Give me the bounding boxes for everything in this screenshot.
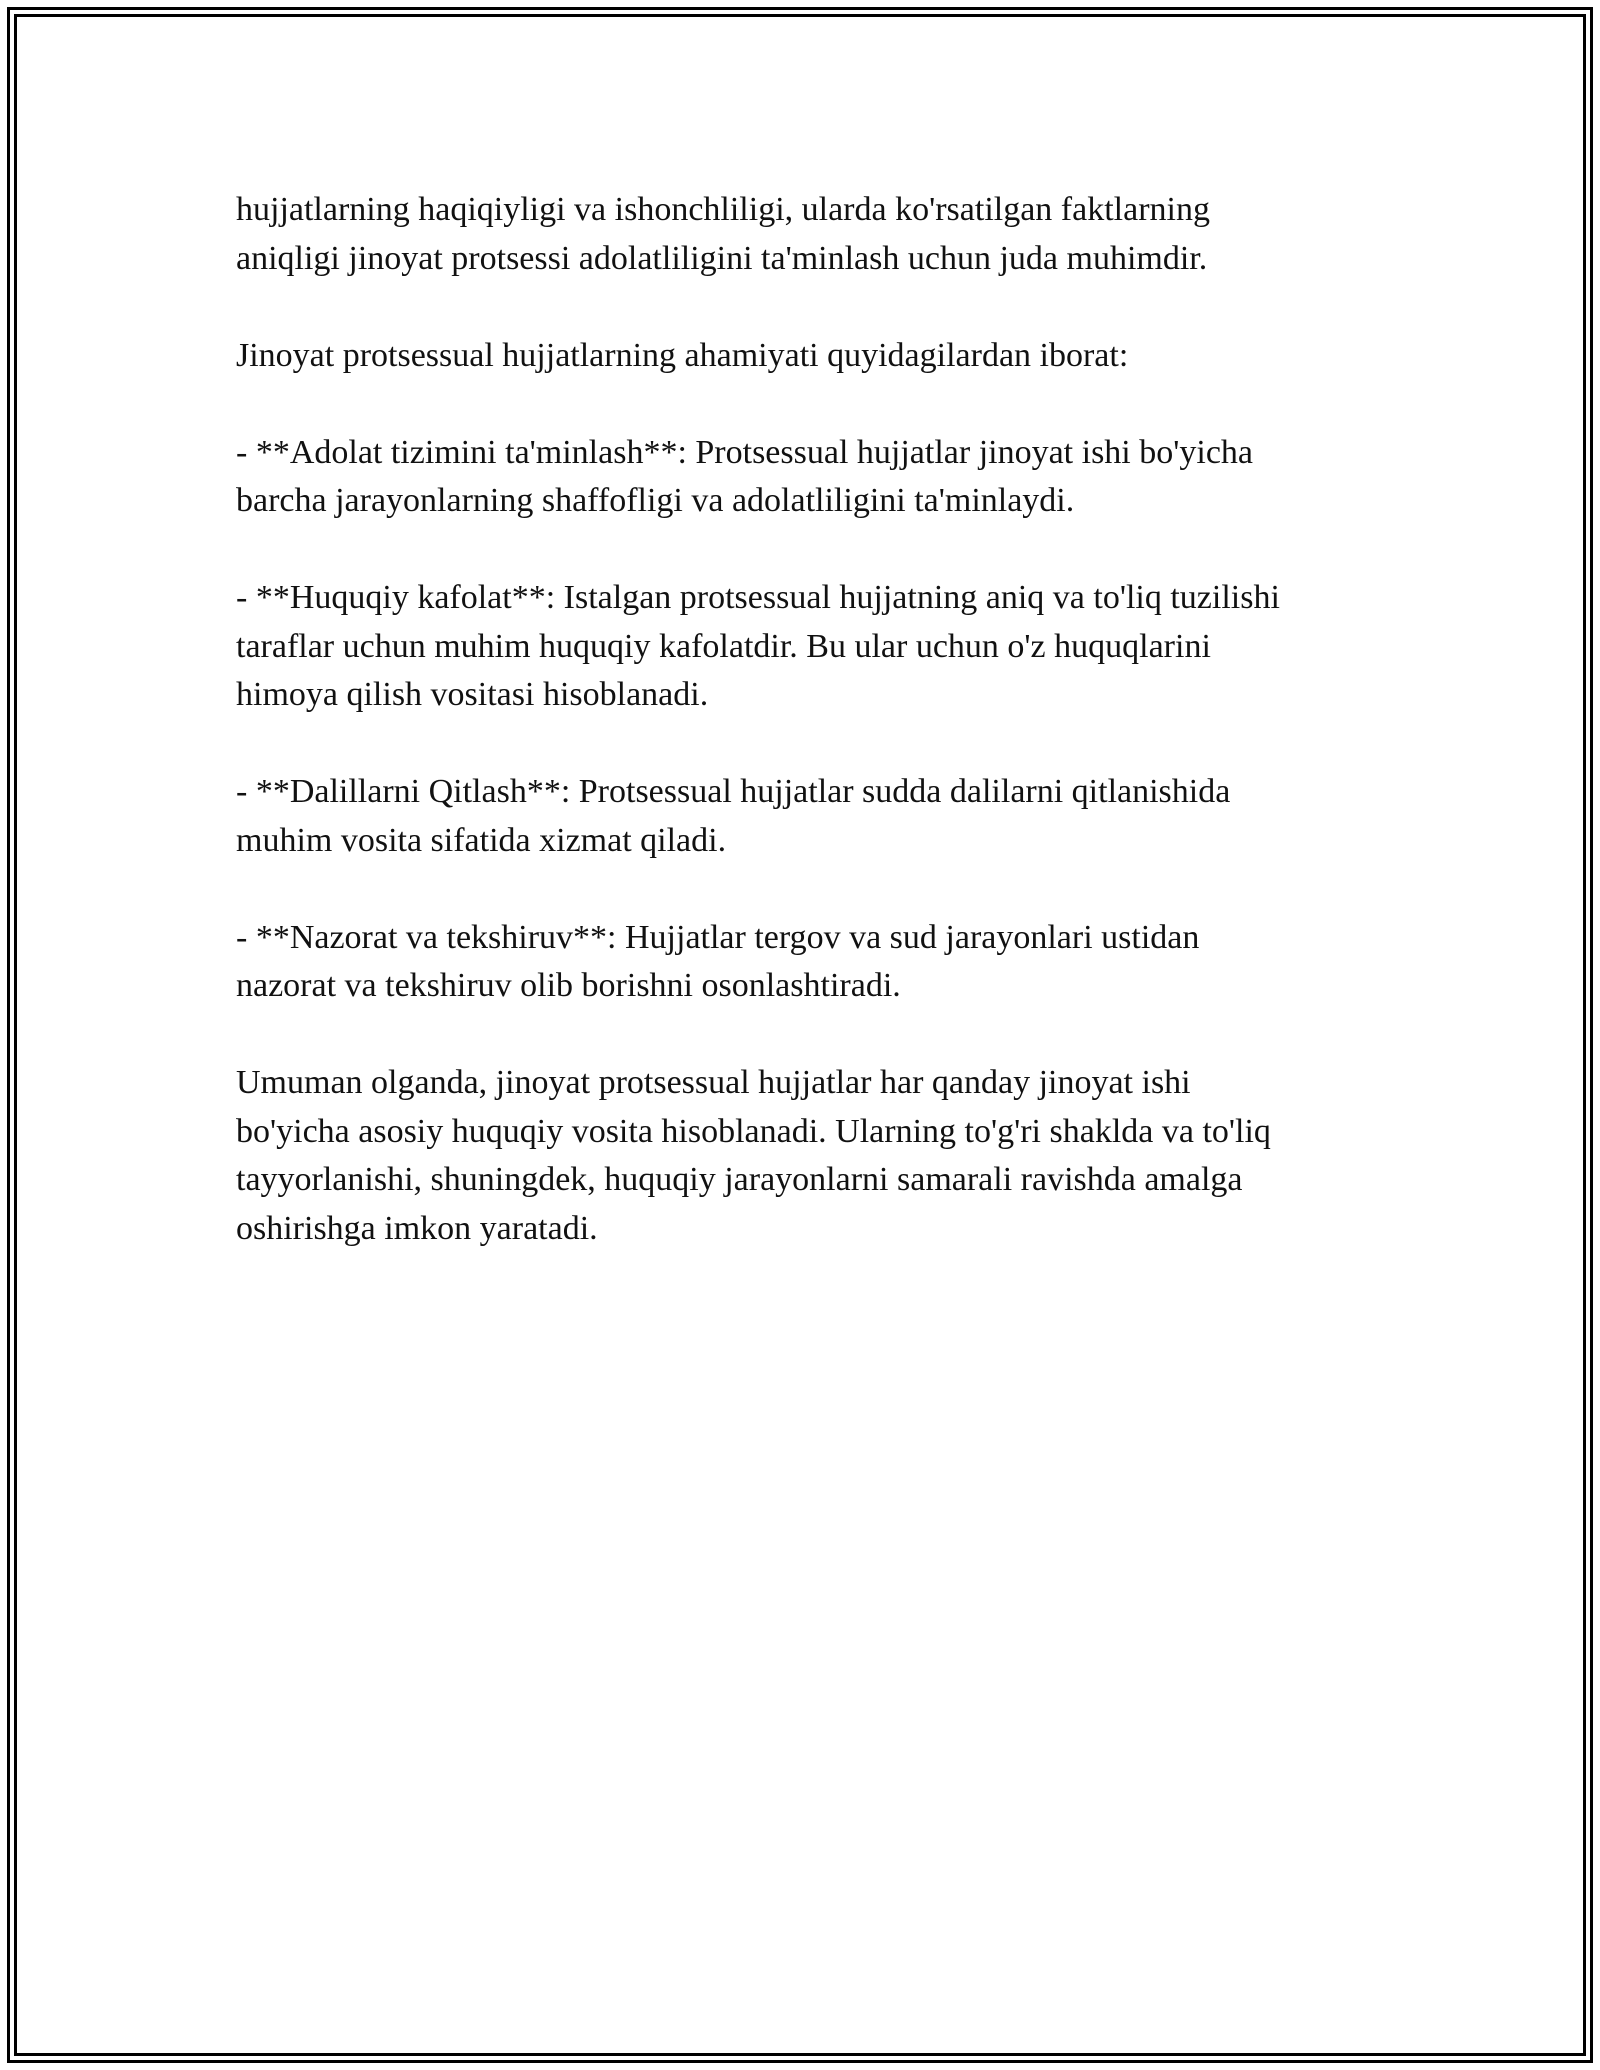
paragraph-intro: hujjatlarning haqiqiyligi va ishonchliligi, ularda ko'rsatilgan faktlarning aniqligi jinoyat protsessi adolatliligini ta'minlash uchun juda muhimdir. xyxy=(236,191,1210,277)
list-item-dalillar: - **Dalillarni Qitlash**: Protsessual hujjatlar sudda dalilarni qitlanishida muhim vosita sifatida xizmat qiladi. xyxy=(236,773,1231,859)
list-item-huquqiy-kafolat: - **Huquqiy kafolat**: Istalgan protsessual hujjatning aniq va to'liq tuzilishi taraflar uchun muhim huquqiy kafolatdir. Bu ular uchun o'z huquqlarini himoya qilish vositasi hisoblanadi. xyxy=(236,579,1280,713)
paragraph-conclusion: Umuman olganda, jinoyat protsessual hujjatlar har qanday jinoyat ishi bo'yicha asosiy huquqiy vosita hisoblanadi. Ularning to'g'ri shaklda va to'liq tayyorlanishi, shuningdek, huquqiy jarayonlarni samarali ravishda amalga oshirishga imkon yaratadi. xyxy=(236,1064,1271,1247)
list-item-adolat: - **Adolat tizimini ta'minlash**: Protsessual hujjatlar jinoyat ishi bo'yicha barcha jarayonlarning shaffofligi va adolatliligini ta'minlaydi. xyxy=(236,433,1253,519)
document-body xyxy=(236,186,1376,1253)
list-item-nazorat: - **Nazorat va tekshiruv**: Hujjatlar tergov va sud jarayonlari ustidan nazorat va tekshiruv olib borishni osonlashtiradi. xyxy=(236,918,1200,1004)
paragraph-list-heading: Jinoyat protsessual hujjatlarning ahamiyati quyidagilardan iborat: xyxy=(236,336,1129,374)
